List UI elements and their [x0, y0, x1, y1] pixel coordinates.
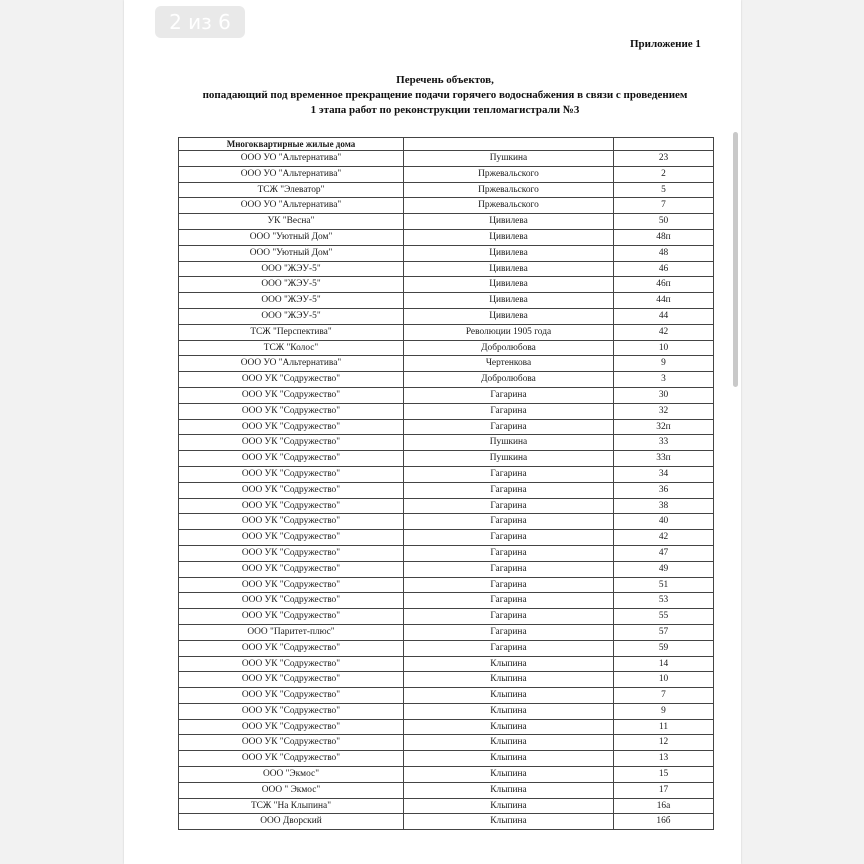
organization-cell: ТСЖ "Колос"	[179, 340, 404, 356]
table-row	[179, 577, 714, 593]
street-cell: Клыпина	[404, 735, 614, 751]
street-cell: Клыпина	[404, 814, 614, 830]
table-section-header-row	[179, 138, 714, 151]
house-number-cell: 44	[614, 308, 714, 324]
document-title-line-3: 1 этапа работ по реконструкции тепломагистрали №3	[310, 104, 580, 116]
street-cell: Добролюбова	[404, 340, 614, 356]
house-number-cell: 5	[614, 182, 714, 198]
street-cell: Гагарина	[404, 482, 614, 498]
street-cell: Гагарина	[404, 593, 614, 609]
street-cell: Клыпина	[404, 672, 614, 688]
street-cell: Гагарина	[404, 609, 614, 625]
house-number-cell: 9	[614, 356, 714, 372]
house-number-cell: 38	[614, 498, 714, 514]
organization-cell: ООО УК "Содружество"	[179, 387, 404, 403]
organization-cell: ООО "Паритет-плюс"	[179, 624, 404, 640]
house-number-cell: 11	[614, 719, 714, 735]
street-cell: Гагарина	[404, 640, 614, 656]
organization-cell: ООО УК "Содружество"	[179, 435, 404, 451]
table-row	[179, 751, 714, 767]
organization-cell: ООО "Экмос"	[179, 767, 404, 783]
table-row	[179, 735, 714, 751]
table-row	[179, 672, 714, 688]
organization-cell: ООО УК "Содружество"	[179, 561, 404, 577]
organization-cell: ООО УК "Содружество"	[179, 593, 404, 609]
table-row	[179, 182, 714, 198]
table-row	[179, 624, 714, 640]
table-row	[179, 451, 714, 467]
table-row	[179, 435, 714, 451]
house-number-cell: 34	[614, 466, 714, 482]
street-cell: Пржевальского	[404, 166, 614, 182]
table-row	[179, 545, 714, 561]
house-number-cell: 3	[614, 372, 714, 388]
table-row	[179, 609, 714, 625]
organization-cell: ООО "Уютный Дом"	[179, 229, 404, 245]
table-row	[179, 293, 714, 309]
street-cell: Гагарина	[404, 387, 614, 403]
organization-cell: ТСЖ "На Клыпина"	[179, 798, 404, 814]
table-row	[179, 387, 714, 403]
house-number-cell: 23	[614, 151, 714, 167]
street-cell: Революции 1905 года	[404, 324, 614, 340]
organization-cell: ООО "ЖЭУ-5"	[179, 277, 404, 293]
house-number-cell: 16а	[614, 798, 714, 814]
house-number-cell: 17	[614, 782, 714, 798]
street-cell: Гагарина	[404, 419, 614, 435]
street-cell: Клыпина	[404, 688, 614, 704]
table-row	[179, 166, 714, 182]
street-cell: Цивилева	[404, 261, 614, 277]
organization-cell: ООО УК "Содружество"	[179, 419, 404, 435]
house-number-cell: 7	[614, 198, 714, 214]
organization-cell: ООО УК "Содружество"	[179, 656, 404, 672]
street-cell: Пржевальского	[404, 182, 614, 198]
organization-cell: ООО УО "Альтернатива"	[179, 356, 404, 372]
house-number-cell: 57	[614, 624, 714, 640]
table-row	[179, 403, 714, 419]
street-cell: Клыпина	[404, 719, 614, 735]
organization-cell: ООО УО "Альтернатива"	[179, 198, 404, 214]
house-number-cell: 53	[614, 593, 714, 609]
organization-cell: ООО УК "Содружество"	[179, 498, 404, 514]
table-row	[179, 561, 714, 577]
house-number-cell: 50	[614, 214, 714, 230]
table-row	[179, 198, 714, 214]
house-number-cell: 7	[614, 688, 714, 704]
street-cell: Гагарина	[404, 530, 614, 546]
street-cell: Гагарина	[404, 498, 614, 514]
table-row	[179, 229, 714, 245]
document-title-line-2: попадающий под временное прекращение подачи горячего водоснабжения в связи с проведением	[202, 89, 688, 101]
organization-cell: ООО УК "Содружество"	[179, 482, 404, 498]
table-row	[179, 466, 714, 482]
street-cell: Пушкина	[404, 451, 614, 467]
table-row	[179, 498, 714, 514]
organization-cell: ООО УК "Содружество"	[179, 640, 404, 656]
organization-cell: ООО УК "Содружество"	[179, 545, 404, 561]
house-number-cell: 59	[614, 640, 714, 656]
table-row	[179, 340, 714, 356]
street-cell: Гагарина	[404, 403, 614, 419]
organization-cell: ООО УК "Содружество"	[179, 514, 404, 530]
organization-cell: ООО УК "Содружество"	[179, 735, 404, 751]
organization-cell: ООО "ЖЭУ-5"	[179, 293, 404, 309]
house-number-cell: 33п	[614, 451, 714, 467]
document-title-line-1: Перечень объектов,	[396, 74, 494, 86]
house-number-cell: 12	[614, 735, 714, 751]
street-cell: Клыпина	[404, 751, 614, 767]
table-row	[179, 419, 714, 435]
house-number-cell: 10	[614, 672, 714, 688]
organization-cell: ООО УК "Содружество"	[179, 577, 404, 593]
house-number-cell: 48	[614, 245, 714, 261]
table-row	[179, 308, 714, 324]
organization-cell: ООО "ЖЭУ-5"	[179, 308, 404, 324]
table-row	[179, 214, 714, 230]
house-number-cell: 46	[614, 261, 714, 277]
organization-cell: УК "Весна"	[179, 214, 404, 230]
organization-cell: ООО УК "Содружество"	[179, 751, 404, 767]
organization-cell: ООО УК "Содружество"	[179, 672, 404, 688]
street-cell: Гагарина	[404, 466, 614, 482]
house-number-cell: 46п	[614, 277, 714, 293]
street-cell: Пушкина	[404, 435, 614, 451]
street-cell: Цивилева	[404, 245, 614, 261]
table-row	[179, 798, 714, 814]
house-number-cell: 32	[614, 403, 714, 419]
house-number-cell: 32п	[614, 419, 714, 435]
table-row	[179, 151, 714, 167]
organization-cell: ООО УК "Содружество"	[179, 403, 404, 419]
street-cell: Чертенкова	[404, 356, 614, 372]
house-number-cell: 40	[614, 514, 714, 530]
table-row	[179, 277, 714, 293]
table-row	[179, 530, 714, 546]
house-number-cell: 16б	[614, 814, 714, 830]
street-cell: Гагарина	[404, 624, 614, 640]
table-row	[179, 688, 714, 704]
table-row	[179, 245, 714, 261]
organization-cell: ООО УО "Альтернатива"	[179, 166, 404, 182]
street-cell: Клыпина	[404, 767, 614, 783]
street-cell: Гагарина	[404, 545, 614, 561]
organization-cell: ООО "Уютный Дом"	[179, 245, 404, 261]
table-row	[179, 640, 714, 656]
scrollbar[interactable]	[733, 132, 738, 387]
organization-cell: ООО УК "Содружество"	[179, 372, 404, 388]
table-row	[179, 719, 714, 735]
table-row	[179, 782, 714, 798]
section-header-cell	[614, 138, 714, 151]
table-row	[179, 656, 714, 672]
street-cell: Гагарина	[404, 561, 614, 577]
table-row	[179, 261, 714, 277]
house-number-cell: 42	[614, 324, 714, 340]
street-cell: Цивилева	[404, 214, 614, 230]
section-header-cell	[404, 138, 614, 151]
table-row	[179, 703, 714, 719]
organization-cell: ООО УК "Содружество"	[179, 688, 404, 704]
street-cell: Гагарина	[404, 514, 614, 530]
appendix-label: Приложение 1	[630, 38, 701, 50]
table-row	[179, 372, 714, 388]
page-counter: 2 из 6	[155, 6, 245, 38]
street-cell: Добролюбова	[404, 372, 614, 388]
street-cell: Гагарина	[404, 577, 614, 593]
organization-cell: ООО "ЖЭУ-5"	[179, 261, 404, 277]
street-cell: Клыпина	[404, 703, 614, 719]
house-number-cell: 14	[614, 656, 714, 672]
table-row	[179, 814, 714, 830]
house-number-cell: 44п	[614, 293, 714, 309]
street-cell: Цивилева	[404, 229, 614, 245]
organization-cell: ООО Дворский	[179, 814, 404, 830]
table-row	[179, 514, 714, 530]
street-cell: Клыпина	[404, 782, 614, 798]
organization-cell: ООО УК "Содружество"	[179, 703, 404, 719]
section-header-label: Многоквартирные жилые дома	[226, 139, 356, 149]
organization-cell: ООО УК "Содружество"	[179, 466, 404, 482]
street-cell: Цивилева	[404, 308, 614, 324]
organization-cell: ООО УК "Содружество"	[179, 609, 404, 625]
table-row	[179, 593, 714, 609]
organization-cell: ООО УО "Альтернатива"	[179, 151, 404, 167]
table-body	[179, 151, 714, 830]
house-number-cell: 30	[614, 387, 714, 403]
street-cell: Пржевальского	[404, 198, 614, 214]
table-row	[179, 767, 714, 783]
section-header	[179, 138, 404, 151]
organization-cell: ТСЖ "Элеватор"	[179, 182, 404, 198]
house-number-cell: 51	[614, 577, 714, 593]
street-cell: Клыпина	[404, 798, 614, 814]
street-cell: Клыпина	[404, 656, 614, 672]
house-number-cell: 13	[614, 751, 714, 767]
street-cell: Пушкина	[404, 151, 614, 167]
objects-table	[178, 137, 714, 830]
organization-cell: ООО УК "Содружество"	[179, 451, 404, 467]
house-number-cell: 42	[614, 530, 714, 546]
table-row	[179, 324, 714, 340]
street-cell: Цивилева	[404, 277, 614, 293]
house-number-cell: 55	[614, 609, 714, 625]
organization-cell: ТСЖ "Перспектива"	[179, 324, 404, 340]
house-number-cell: 33	[614, 435, 714, 451]
house-number-cell: 10	[614, 340, 714, 356]
organization-cell: ООО " Экмос"	[179, 782, 404, 798]
street-cell: Цивилева	[404, 293, 614, 309]
house-number-cell: 36	[614, 482, 714, 498]
house-number-cell: 48п	[614, 229, 714, 245]
house-number-cell: 15	[614, 767, 714, 783]
table-row	[179, 482, 714, 498]
house-number-cell: 47	[614, 545, 714, 561]
house-number-cell: 9	[614, 703, 714, 719]
house-number-cell: 49	[614, 561, 714, 577]
organization-cell: ООО УК "Содружество"	[179, 719, 404, 735]
table-row	[179, 356, 714, 372]
house-number-cell: 2	[614, 166, 714, 182]
organization-cell: ООО УК "Содружество"	[179, 530, 404, 546]
